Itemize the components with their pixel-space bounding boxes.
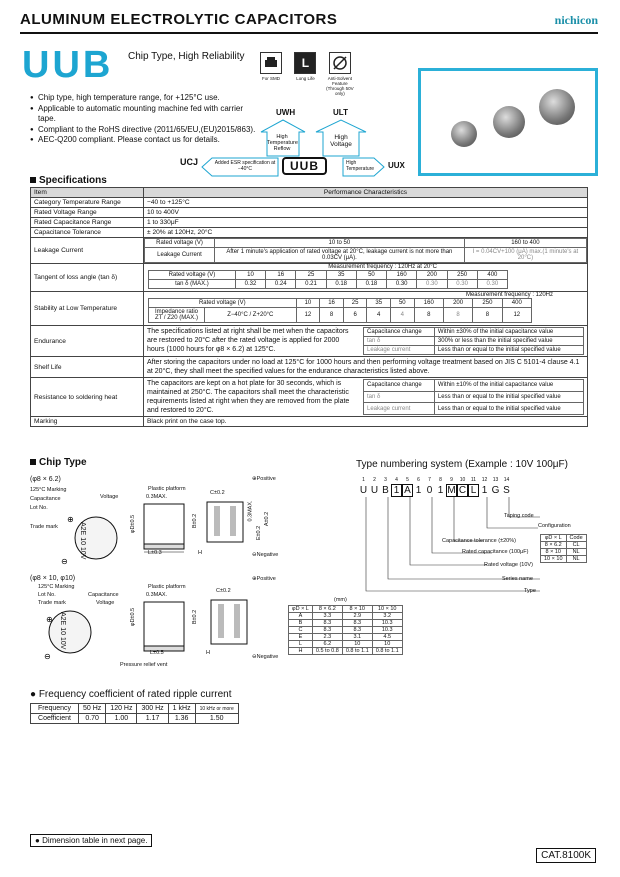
table-cell: 400 (477, 271, 507, 280)
uux-note: High Temperature (346, 160, 375, 172)
table-cell: 50 (391, 299, 415, 308)
table-row: Category Temperature Range −40 to +125°C (31, 198, 588, 208)
dim-header: 8 × 10 (342, 606, 372, 613)
svg-text:⊖: ⊖ (61, 557, 68, 566)
series-subtitle: Chip Type, High Reliability (128, 51, 245, 62)
table-row (289, 634, 403, 641)
list-item: ● Chip type, high temperature range, for +125°C use. (30, 93, 260, 104)
type-position: 8 (439, 477, 442, 483)
type-char: 1 (415, 485, 422, 496)
table-row (289, 620, 403, 627)
table-cell: 0.30 (387, 280, 417, 289)
label-rated-cap: Rated capacitance (100μF) (462, 549, 529, 555)
table-cell: 0.18 (326, 280, 356, 289)
svg-text:⊕: ⊕ (67, 515, 74, 524)
table-cell: 10.3 (372, 627, 402, 634)
family-current: UUB (282, 157, 327, 175)
table-cell: 10 × 10 (541, 556, 567, 563)
type-char: 1 (437, 485, 444, 496)
label-rated-voltage: Rated voltage (10V) (484, 562, 533, 568)
table-cell: 2.9 (342, 613, 372, 620)
type-position: 13 (492, 477, 499, 483)
table-cell: 50 (356, 271, 386, 280)
type-position: 2 (373, 477, 376, 483)
table-cell: 3.3 (312, 613, 342, 620)
table-cell: 16 (266, 271, 296, 280)
table-cell: 0.32 (235, 280, 265, 289)
dim-unit: (mm) (334, 597, 347, 603)
table-cell: 8.3 (312, 620, 342, 627)
table-cell: 120 Hz (106, 704, 137, 714)
table-row (541, 556, 587, 563)
type-char: 0 (426, 485, 433, 496)
table-cell: NL (566, 556, 586, 563)
col-header-perf: Performance Characteristics (144, 188, 588, 198)
table-cell: 8 (320, 308, 344, 323)
table-row: Leakage Current Rated voltage (V) 10 to 50 160 to 400 Leakage Current After 1 minute's application of rated voltage at 20°C, leakage current is not more than 0.03CV (μA). I = 0.04CV+100 (μA) max.(1 minute's at 20°C) (31, 238, 588, 264)
chip-type-heading: Chip Type (30, 457, 87, 468)
table-cell: 1 kHz (168, 704, 195, 714)
table-cell: 35 (326, 271, 356, 280)
table-row: Resistance to soldering heat The capacitors are kept on a hot plate for 30 seconds, which is maintained at 250°C. The capacitors shall meet the characteristic requirements listed at right when they are removed from the plate and restored to 20°C. Capacitance change Within ±10% of the initial capacitance value tan δ Less than or equal to the initial specified value Leakage current Less than or equal to the initial specified value (31, 378, 588, 417)
type-position: 10 (459, 477, 466, 483)
table-cell: 12 (502, 308, 531, 323)
label-configuration: Configuration (538, 523, 571, 529)
table-row: Stability at Low Temperature Measurement frequency : 120Hz Rated voltage (V) 10 16 25 35 50 160 200 250 400 Impedance ratio ZT / Z20 (MAX.) Z−40°C / Z+20°C 12 8 6 4 4 8 8 8 12 (31, 292, 588, 326)
table-row: Capacitance Tolerance ± 20% at 120Hz, 20°C (31, 228, 588, 238)
family-ucj: UCJ (180, 157, 199, 167)
table-cell: 0.30 (477, 280, 507, 289)
table-cell: 250 (473, 299, 502, 308)
dim-header: φD × L (289, 606, 313, 613)
document-title: ALUMINUM ELECTROLYTIC CAPACITORS (20, 11, 338, 28)
table-cell: C (289, 627, 313, 634)
table-cell: 1.00 (106, 714, 137, 724)
chip-size-1: (φ8 × 6.2) (30, 476, 61, 483)
table-row (289, 613, 403, 620)
table-cell: 10 (372, 641, 402, 648)
list-item: ● AEC-Q200 compliant. Please contact us for details. (30, 135, 260, 146)
table-cell: 0.21 (296, 280, 326, 289)
configuration-table (540, 534, 587, 563)
dimension-table (288, 605, 403, 655)
type-char: M (447, 485, 456, 496)
feature-list (30, 93, 260, 146)
col-header-item: Item (31, 188, 144, 198)
table-row: Rated Voltage Range 10 to 400V (31, 208, 588, 218)
brand-logo: nichicon (554, 13, 598, 27)
table-cell: 16 (320, 299, 344, 308)
table-cell: L (289, 641, 313, 648)
tangent-table: Rated voltage (V) 10 16 25 35 50 160 200 250 400 tan δ (MAX.) 0.32 0.24 0.21 0.18 0.18 0.30 0.30 0.30 0.30 (148, 270, 508, 289)
stability-table: Rated voltage (V) 10 16 25 35 50 160 200 250 400 Impedance ratio ZT / Z20 (MAX.) Z−40°C / Z+20°C 12 8 6 4 4 8 8 8 12 (148, 298, 532, 323)
config-header: φD × L (541, 535, 567, 542)
dim-header: 8 × 6.2 (312, 606, 342, 613)
header-rule (20, 32, 598, 34)
list-item: ● Compliant to the RoHS directive (2011/65/EU,(EU)2015/863). (30, 125, 260, 136)
type-char: B (382, 485, 389, 496)
feature-icons (258, 52, 357, 96)
svg-text:⊕: ⊕ (46, 615, 53, 624)
config-header: Code (566, 535, 586, 542)
table-cell: 8 × 10 (541, 549, 567, 556)
table-row: Marking Black print on the case top. (31, 417, 588, 427)
type-position: 7 (428, 477, 431, 483)
table-cell: 1.50 (195, 714, 238, 724)
table-cell: 160 (387, 271, 417, 280)
type-position: 12 (481, 477, 488, 483)
table-cell: 2.3 (312, 634, 342, 641)
table-cell: 6.2 (312, 641, 342, 648)
dimension-note: ● Dimension table in next page. (30, 834, 152, 847)
table-cell: NL (566, 549, 586, 556)
type-position: 5 (406, 477, 409, 483)
label-series: Series name (502, 576, 533, 582)
table-row: Tangent of loss angle (tan δ) Measurement frequency : 120Hz at 20°C Rated voltage (V) 10 16 25 35 50 160 200 250 400 tan δ (MAX.) 0.32 0.24 0.21 0.18 0.18 0.30 0.30 0.30 0.30 (31, 264, 588, 292)
table-row: Shelf Life After storing the capacitors under no load at 125°C for 1000 hours and then performing voltage treatment based on JIS C 5101-4 clause 4.1 at 20°C, they shall meet the specified values for the endurance characteristics listed above. (31, 357, 588, 378)
table-row (289, 627, 403, 634)
table-cell: 0.8 to 1.1 (372, 648, 402, 655)
table-row (541, 549, 587, 556)
type-char: U (359, 485, 368, 496)
table-row: Rated Capacitance Range 1 to 330μF (31, 218, 588, 228)
catalog-number: CAT.8100K (536, 848, 596, 863)
type-position: 4 (395, 477, 398, 483)
table-cell: 0.30 (447, 280, 477, 289)
long-life-icon: L Long Life (292, 52, 318, 81)
label-type: Type (524, 588, 536, 594)
family-diagram: UWH ULT High Temperature Reflow High Voltage (248, 108, 428, 178)
series-name: UUB (22, 44, 114, 86)
table-cell: 4 (367, 308, 391, 323)
table-cell: 10 (342, 641, 372, 648)
table-cell: 300 Hz (137, 704, 168, 714)
table-cell: 35 (367, 299, 391, 308)
table-cell: H (289, 648, 313, 655)
table-row (289, 641, 403, 648)
table-cell: 0.8 to 1.1 (342, 648, 372, 655)
table-cell: 3.1 (342, 634, 372, 641)
table-cell: 8.3 (342, 627, 372, 634)
table-cell: 8 × 6.2 (541, 542, 567, 549)
table-cell: 8 (414, 308, 443, 323)
type-char: S (503, 485, 510, 496)
type-positions (358, 477, 512, 483)
table-row (289, 648, 403, 655)
type-position: 1 (362, 477, 365, 483)
table-cell: 8.3 (342, 620, 372, 627)
table-cell: B (289, 620, 313, 627)
table-cell: 400 (502, 299, 531, 308)
type-char: A (402, 484, 413, 497)
table-cell: 10 (235, 271, 265, 280)
table-cell: 0.18 (356, 280, 386, 289)
dim-header: 10 × 10 (372, 606, 402, 613)
type-position: 14 (503, 477, 510, 483)
type-char: U (370, 485, 379, 496)
type-char: C (458, 485, 467, 496)
chip-size-2: (φ8 × 10, φ10) (30, 575, 76, 582)
type-numbering-title: Type numbering system (Example : 10V 100μF) (356, 459, 568, 470)
table-cell: 10 (296, 299, 320, 308)
type-position: 3 (384, 477, 387, 483)
table-cell: 8 (443, 308, 472, 323)
ripple-heading: ● Frequency coefficient of rated ripple current (30, 689, 232, 700)
label-taping: Taping code (504, 513, 534, 519)
chip-drawing-1: 125°C Marking Capacitance Lot No. Trade mark Voltage ⊕ ⊖ A2E 10 10V Plastic platform 0.3MAX. φD±0.5 L±0.3 C±0.2 B±0.2 H ⊕Positive ⊖Negative 0.3MAX. E±0.2 A±0.2 (30, 476, 279, 566)
type-char: 1 (481, 485, 488, 496)
table-cell: 160 (414, 299, 443, 308)
table-cell: 25 (343, 299, 367, 308)
table-cell: 200 (443, 299, 472, 308)
table-row: Endurance The specifications listed at right shall be met when the capacitors are restored to 20°C after the rated voltage is applied for 2000 hours (1000 hours for φ8 × 6.2) at 125°C. Capacitance change Within ±30% of the initial capacitance value tan δ 300% or less than the initial specified value Leakage current Less than or equal to the initial specified value (31, 326, 588, 357)
specifications-heading: Specifications (30, 175, 107, 186)
table-cell: 12 (296, 308, 320, 323)
table-cell: 200 (417, 271, 447, 280)
ucj-note: Added ESR specification at −40°C (214, 160, 276, 172)
type-char: G (491, 485, 500, 496)
svg-text:⊖: ⊖ (44, 652, 51, 660)
table-cell: 250 (447, 271, 477, 280)
table-cell: 6 (343, 308, 367, 323)
table-cell: E (289, 634, 313, 641)
table-cell: 0.5 to 0.8 (312, 648, 342, 655)
table-cell: 10 kHz or more (195, 704, 238, 714)
table-cell: 4 (391, 308, 415, 323)
list-item: ● Applicable to automatic mounting machine fed with carrier tape. (30, 104, 260, 125)
anti-solvent-icon: Anti-Solvent Feature (Through 50V only) (327, 52, 353, 96)
table-row (541, 542, 587, 549)
type-leader-lines (360, 497, 570, 597)
table-cell: 8.3 (312, 627, 342, 634)
table-cell: 1.36 (168, 714, 195, 724)
table-cell: 8 (473, 308, 502, 323)
product-photo (418, 68, 598, 176)
type-position: 9 (450, 477, 453, 483)
type-position: 6 (417, 477, 420, 483)
type-position: 11 (470, 477, 477, 483)
label-cap-tolerance: Capacitance tolerance (±20%) (442, 538, 516, 544)
table-cell: 50 Hz (79, 704, 106, 714)
table-cell: 0.30 (417, 280, 447, 289)
smd-icon: For SMD (258, 52, 284, 81)
chip-drawing-2: 125°C Marking Lot No. Trade mark Capacitance Voltage ⊕ ⊖ A2E 10 10V Plastic platform 0.3MAX. φD±0.5 L±0.5 Pressure relief vent C±0.2 B±0.2 H ⊕Positive ⊖Negative (38, 576, 279, 668)
spec-table (30, 187, 588, 427)
table-cell: 0.70 (79, 714, 106, 724)
type-chars (358, 484, 512, 497)
table-cell: 0.24 (266, 280, 296, 289)
family-uux: UUX (388, 161, 405, 170)
table-cell: 1.17 (137, 714, 168, 724)
ripple-table: Frequency 50 Hz 120 Hz 300 Hz 1 kHz 10 kHz or more Coefficient 0.70 1.00 1.17 1.36 1.50 (30, 703, 239, 724)
table-cell: 3.2 (372, 613, 402, 620)
table-cell: 10.3 (372, 620, 402, 627)
table-cell: 4.5 (372, 634, 402, 641)
table-cell: 25 (296, 271, 326, 280)
type-char: L (468, 484, 479, 497)
type-char: 1 (391, 484, 402, 497)
table-cell: CL (566, 542, 586, 549)
table-cell: A (289, 613, 313, 620)
